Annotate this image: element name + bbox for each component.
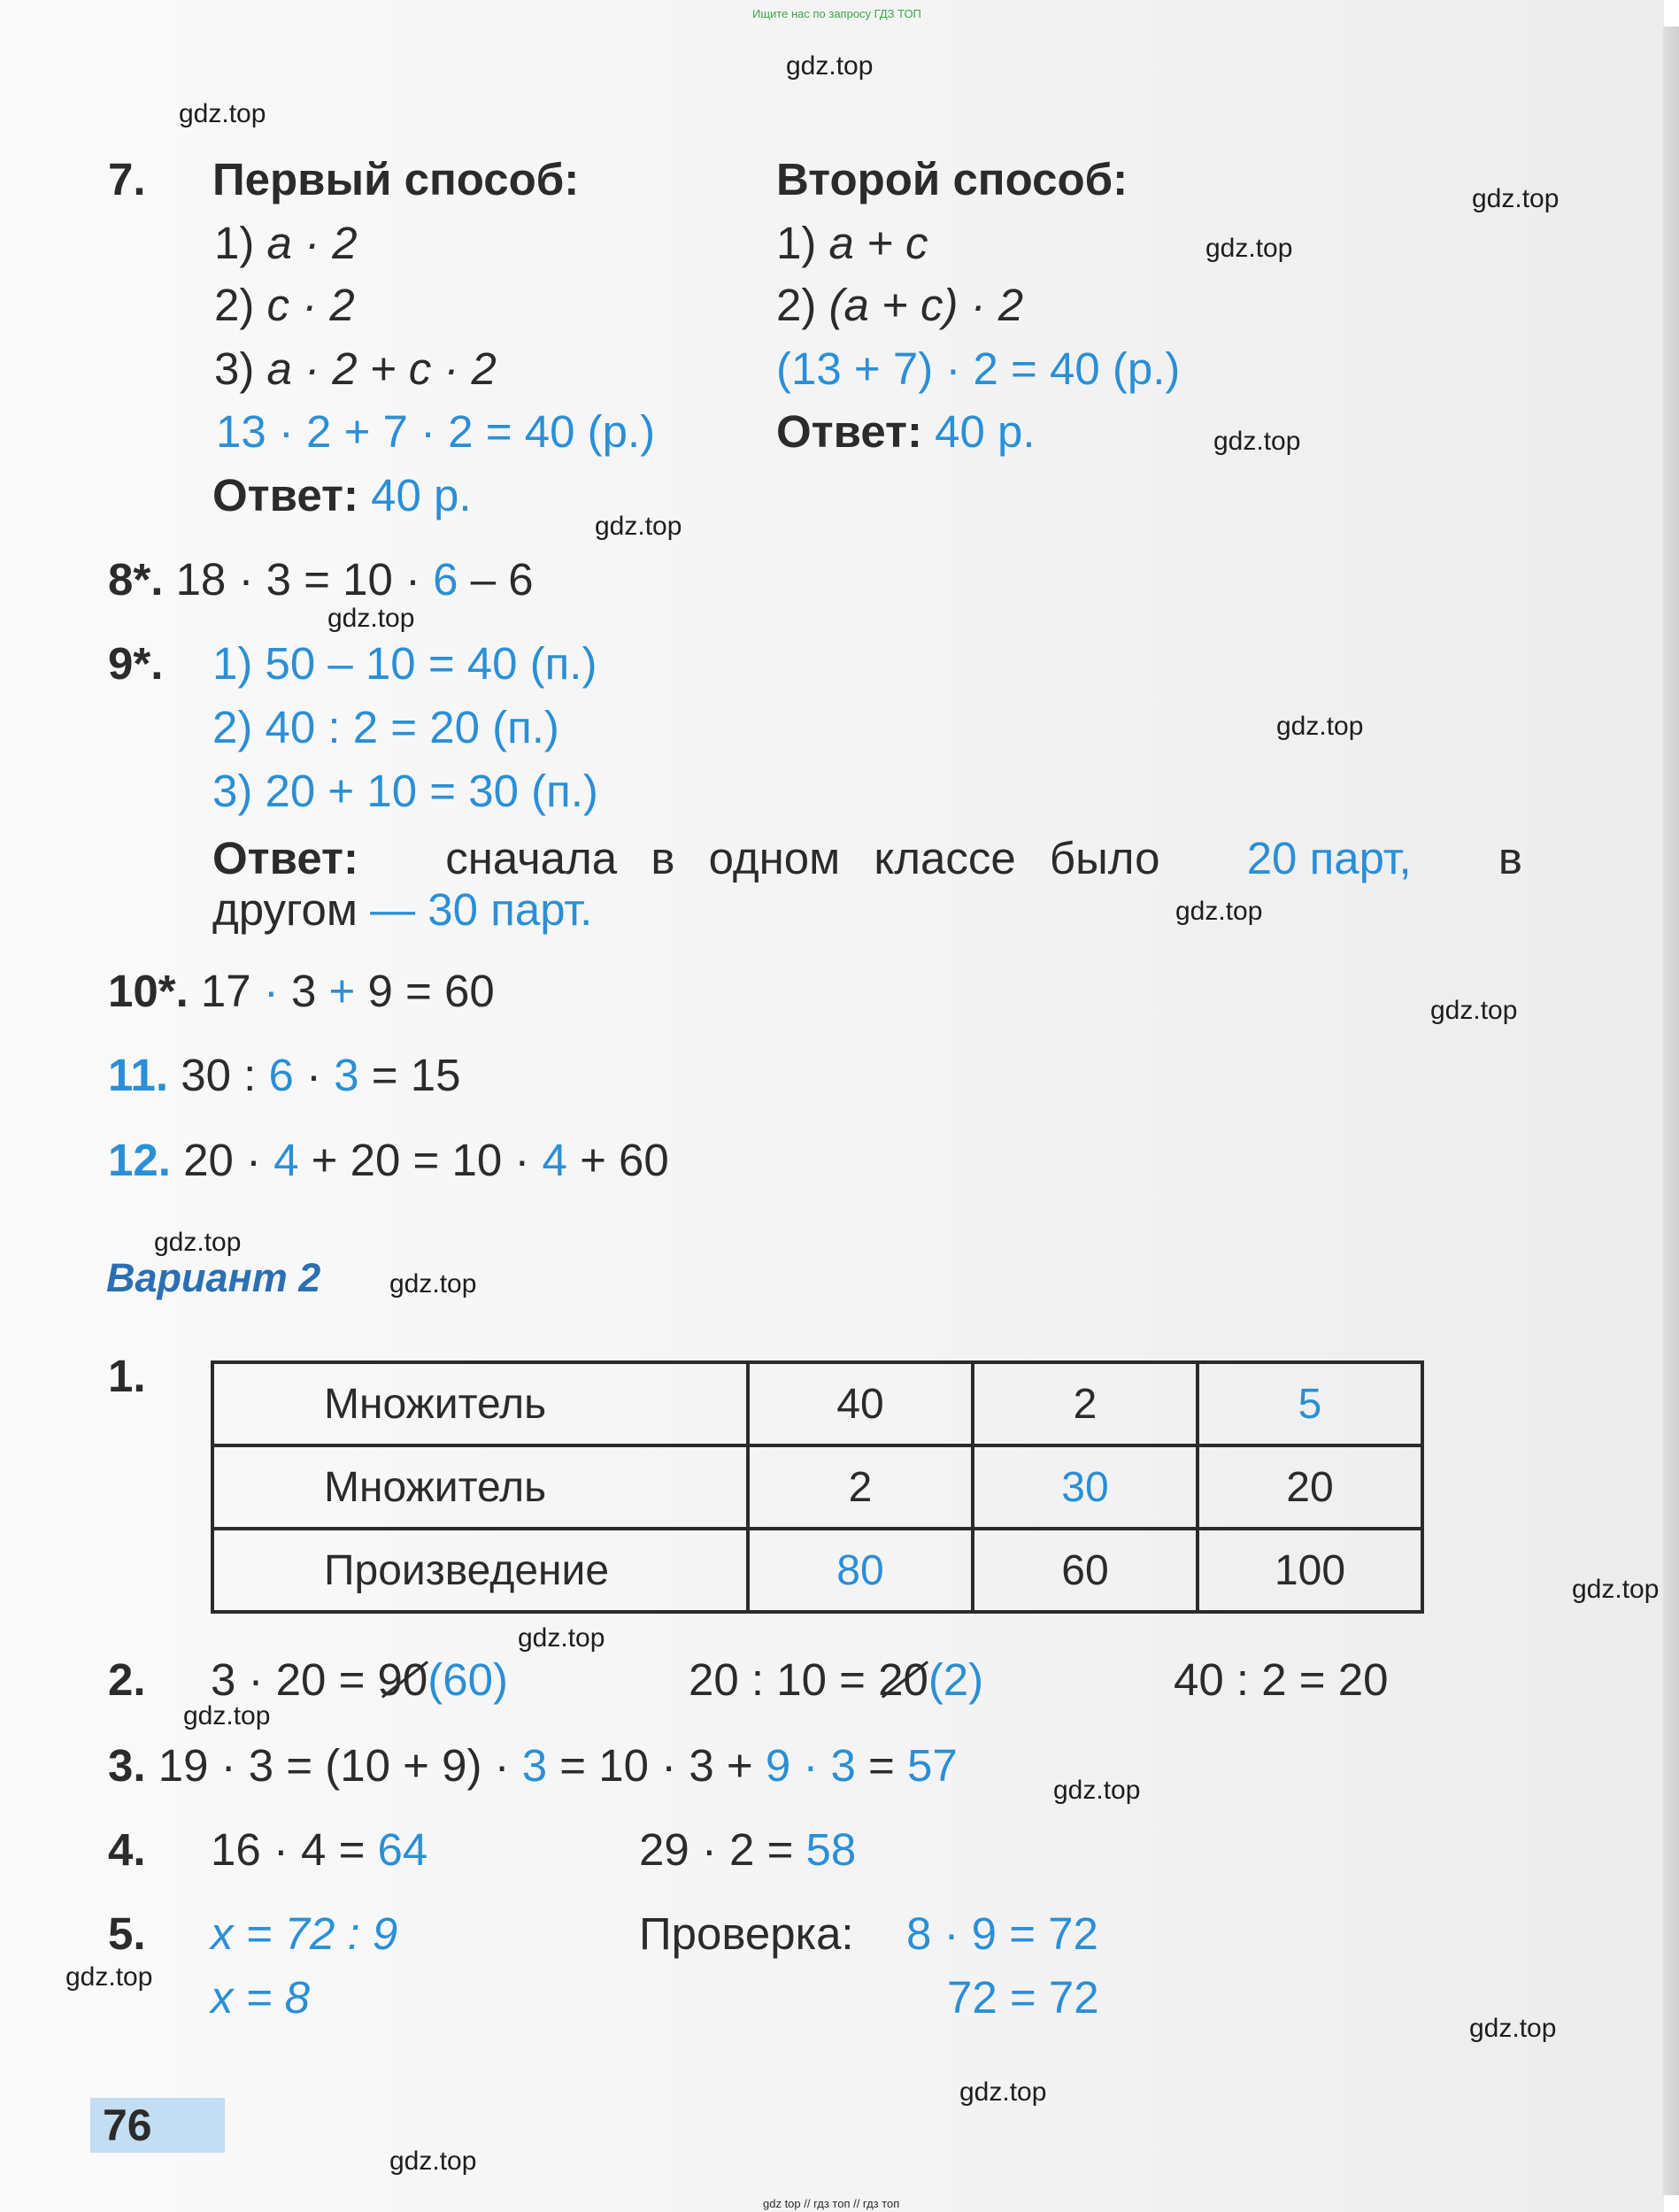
watermark: gdz.top [389, 2146, 477, 2176]
task9-answer-line-2: другом — 30 парт. [212, 884, 593, 935]
task2-expr-3: 40 : 2 = 20 [1174, 1654, 1389, 1705]
task7-first-line-3: 3) a · 2 + c · 2 [214, 343, 497, 394]
task2-expr-2: 20 : 10 = 20(2) [689, 1654, 984, 1705]
task7-number: 7. [108, 154, 146, 204]
task7-first-answer: Ответ: 40 р. [212, 470, 472, 520]
task5-check-label: Проверка: [639, 1908, 854, 1959]
task7-second-answer: Ответ: 40 р. [776, 406, 1036, 457]
variant-2-heading: Вариант 2 [106, 1255, 321, 1300]
table-row-label: Произведение [212, 1529, 748, 1612]
watermark: gdz.top [65, 1962, 153, 1992]
watermark: gdz.top [1472, 184, 1560, 213]
page-number: 76 [90, 2098, 225, 2153]
table-row [212, 1362, 1422, 1445]
task4-number: 4. [108, 1824, 146, 1875]
watermark: gdz.top [1469, 2014, 1557, 2043]
task5-line-1: x = 72 : 9 [211, 1908, 398, 1959]
page-spine-shadow [1663, 27, 1679, 2195]
task7-first-line-1: 1) a · 2 [214, 218, 358, 268]
task7-second-line-2: 2) (a + c) · 2 [776, 280, 1024, 330]
task5-line-2: x = 8 [211, 1972, 310, 2023]
task7-first-line-2: 2) c · 2 [214, 280, 355, 330]
table-cell: 30 [973, 1445, 1198, 1529]
task9-line-3: 3) 20 + 10 = 30 (п.) [212, 766, 598, 816]
watermark: gdz.top [1572, 1575, 1660, 1604]
task9-answer-line-1: Ответ: сначала в одном классе было 20 парт, в [212, 833, 1522, 883]
watermark: gdz.top [179, 99, 266, 128]
bottom-note: gdz top // гдз топ // гдз топ [763, 2197, 900, 2210]
task7-second-line-1: 1) a + c [776, 218, 928, 268]
watermark: gdz.top [154, 1228, 242, 1257]
table-row [212, 1529, 1422, 1612]
table-row-label: Множитель [212, 1362, 748, 1445]
watermark: gdz.top [518, 1623, 605, 1653]
watermark: gdz.top [389, 1269, 477, 1299]
task4-expr-1: 16 · 4 = 64 [211, 1824, 428, 1875]
watermark: gdz.top [786, 51, 874, 81]
table-cell: 2 [748, 1445, 973, 1529]
watermark: gdz.top [1175, 897, 1263, 926]
task7-second-calc: (13 + 7) · 2 = 40 (р.) [776, 343, 1181, 394]
table-row [212, 1445, 1422, 1529]
task11: 11. 30 : 6 · 3 = 15 [108, 1050, 461, 1100]
watermark: gdz.top [1205, 234, 1293, 263]
table-cell: 40 [748, 1362, 973, 1445]
table-cell: 2 [973, 1362, 1198, 1445]
multiplication-table [211, 1360, 1424, 1614]
task9-line-2: 2) 40 : 2 = 20 (п.) [212, 702, 559, 752]
watermark: gdz.top [1430, 996, 1518, 1025]
watermark: gdz.top [1053, 1776, 1141, 1805]
task10: 10*. 17 · 3 + 9 = 60 [108, 966, 495, 1016]
task5-check-2: 72 = 72 [947, 1972, 1099, 2023]
task2-number: 2. [108, 1654, 146, 1705]
task5-check-1: 8 · 9 = 72 [906, 1908, 1098, 1959]
top-search-note: Ищите нас по запросу ГДЗ ТОП [752, 7, 921, 20]
task2-expr-1: 3 · 20 = 90(60) [211, 1654, 508, 1705]
table-cell: 20 [1198, 1445, 1422, 1529]
task8: 8*. 18 · 3 = 10 · 6 – 6 [108, 554, 534, 605]
watermark: gdz.top [183, 1701, 271, 1730]
table-cell: 5 [1198, 1362, 1422, 1445]
task5-number: 5. [108, 1908, 146, 1959]
table-cell: 100 [1198, 1529, 1422, 1612]
task3: 3. 19 · 3 = (10 + 9) · 3 = 10 · 3 + 9 · 3 = 57 [108, 1740, 958, 1791]
table-cell: 60 [973, 1529, 1198, 1612]
task9-line-1: 1) 50 – 10 = 40 (п.) [212, 638, 597, 689]
watermark: gdz.top [959, 2077, 1047, 2107]
watermark: gdz.top [1213, 427, 1301, 456]
task1-number: 1. [108, 1351, 146, 1401]
watermark: gdz.top [595, 512, 682, 541]
task12: 12. 20 · 4 + 20 = 10 · 4 + 60 [108, 1135, 669, 1185]
watermark: gdz.top [1276, 712, 1364, 741]
task4-expr-2: 29 · 2 = 58 [639, 1824, 857, 1875]
task7-first-calc: 13 · 2 + 7 · 2 = 40 (р.) [216, 406, 656, 457]
table-cell: 80 [748, 1529, 973, 1612]
task7-first-title: Первый способ: [212, 154, 580, 204]
watermark: gdz.top [327, 604, 415, 633]
task9-number: 9*. [108, 638, 164, 689]
task7-second-title: Второй способ: [776, 154, 1128, 204]
table-row-label: Множитель [212, 1445, 748, 1529]
